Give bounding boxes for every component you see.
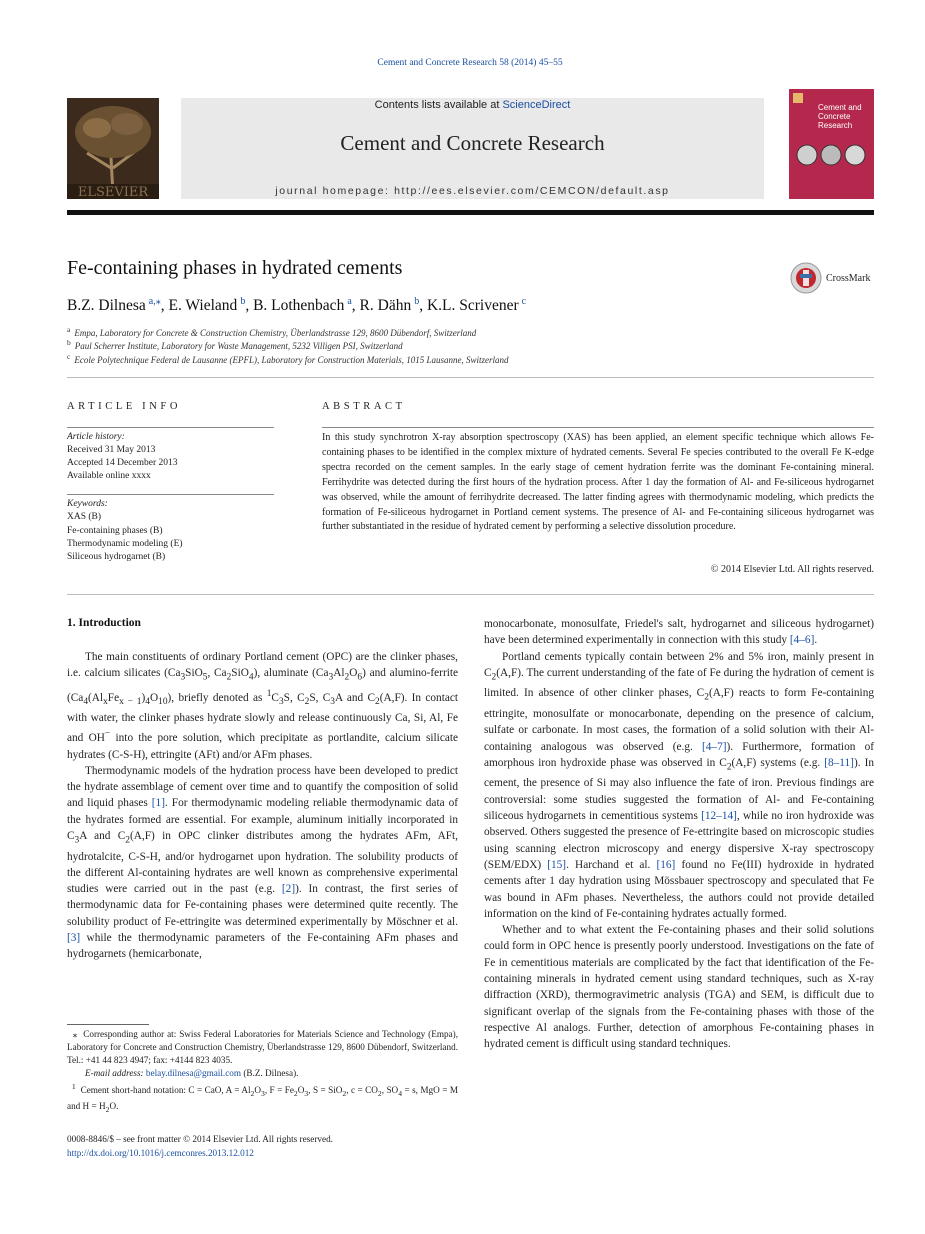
citation-link[interactable]: [8–11]: [824, 756, 854, 769]
received-date: Received 31 May 2013: [67, 445, 156, 455]
crossmark-badge[interactable]: [790, 262, 880, 294]
divider: [67, 427, 274, 428]
citation-link[interactable]: [1]: [151, 797, 165, 810]
author-affiliation-marker[interactable]: a: [347, 296, 352, 307]
journal-name: Cement and Concrete Research: [340, 131, 605, 155]
article-history-label: Article history:: [67, 432, 125, 442]
footnote-notation: $^1$ Cement short-hand notation: C = CaO, $A = Al_2O_3$, $F = Fe_2O_3$, S = SiO$_2$, $c = CO_2$, $SO_4 = s$, MgO = M and $H = H_2O$.: [67, 1082, 459, 1114]
crossmark-icon: [790, 262, 822, 294]
footnote-rule: [67, 1024, 149, 1025]
email-link[interactable]: belay.dilnesa@gmail.com: [145, 1068, 242, 1078]
citation-link[interactable]: [15]: [547, 858, 567, 871]
elsevier-logo: [67, 98, 159, 199]
section-heading-introduction: 1. Introduction: [67, 617, 141, 629]
journal-homepage-link[interactable]: journal homepage: http://ees.elsevier.com/CEMCON/default.asp: [275, 185, 670, 197]
paragraph: monocarbonate, monosulfate, Friedel's salt, hydrogarnet and siliceous hydrogarnet) have been determined experimentally in connection with this study [4–6].: [484, 618, 874, 647]
paragraph: Whether and to what extent the Fe-containing phases and their solid solutions could form in OPC hence is presently poorly understood. Investigations on the fate of Fe in cementitious materials are complicated by the fact that identification of the Fe-containing minerals in hydrated cement using standard techniques, such as X-ray diffraction (XRD), thermogravimetric analysis (TGA) and SEM, is difficult due to significant overlap of the signals from the Fe-containing phases with those of the respective Al analogs. Further, detection of amorphous Fe-containing phases in hydrated cement is difficult using standard techniques.: [484, 924, 874, 1051]
author-list: [67, 296, 526, 315]
author-affiliation-marker[interactable]: b: [240, 296, 246, 307]
elsevier-wordmark: ELSEVIER: [77, 185, 149, 199]
crossmark-label: CrossMark: [826, 273, 871, 284]
author-affiliation-marker[interactable]: c: [521, 296, 527, 307]
abstract-text: In this study synchrotron X-ray absorption spectroscopy (XAS) has been applied, an element specific technique which allows Fe-containing phases to be identified in the complex mixture of hydrated cements. Several Fe species contributed to the overall Fe K-edge spectra recorded on the cement samples. In the early stage of cement hydration ferrite was the dominant Fe-containing mineral. Ferrihydrite was detected during the first hours of the hydration process. After 1 day the formation of Al- and Fe-siliceous hydrogarnet was observed, while the amount of ferrihydrite decreased. The latter finding agrees with thermodynamic modeling, which predicts the formation of Fe-siliceous hydrogarnet in Portland cement systems. The presence of Al- and Fe-containing siliceous hydrogarnet was further substantiated in the residue of hydrated cement by performing a selective dissolution procedure.: [322, 432, 874, 533]
paragraph: Portland cements typically contain between 2% and 5% iron, mainly present in $C_2(A,F)$. The current understanding of the fate of Fe during the hydration of cement is limited. In absence of other clinker phases, $C_2(A,F)$ reacts to form Fe-containing ettringite, monosulfate or monocarbonate, depending on the presence of calcium, sulfate or carbonate. In most cases, the formation of a solid solution with their Al-containing analogous was observed (e.g. [4–7]). Furthermore, formation of amorphous iron hydroxide phase was observed in $C_2(A,F)$ systems (e.g. [8–11]). In cement, the presence of Si may also influence the fate of iron. Previous findings are controversial: some studies suggested the formation of Al- and Fe-containing siliceous hydrogarnets in cementitious systems [12–14], while no iron hydroxide was observed. Others suggested the presence of Fe-ettringite based on microscopic studies using scanning electron microscopy and energy dispersive X-ray spectroscopy (SEM/EDX) [15]. Harchand et al. [16] found no Fe(III) hydroxide in hydrated cements after 1 day hydration using Mössbauer spectroscopy and speculated that Fe was bound in AFm phases. Nevertheless, the authors could not provide detailed information on the kind of Fe-containing hydrates actually formed.: [484, 650, 874, 920]
abstract-copyright: © 2014 Elsevier Ltd. All rights reserved.: [710, 564, 874, 575]
author-name: B. Lothenbach: [253, 297, 345, 315]
contents-line: [181, 99, 764, 111]
available-online-date: Available online xxxx: [67, 471, 151, 481]
sciencedirect-link[interactable]: ScienceDirect: [502, 99, 571, 111]
footnotes: [67, 1028, 458, 1116]
divider: [67, 494, 274, 495]
footnote-email: E-mail address: belay.dilnesa@gmail.com (B.Z. Dilnesa).: [85, 1068, 299, 1078]
author-name: B.Z. Dilnesa: [67, 297, 146, 315]
body-column-right: [484, 616, 874, 1052]
author-separator: ,: [351, 297, 360, 315]
journal-cover-thumbnail: [789, 89, 874, 199]
divider: [322, 427, 874, 428]
divider: [67, 377, 874, 378]
author-separator: ,: [160, 297, 169, 315]
keyword: Siliceous hydrogarnet (B): [67, 552, 166, 562]
paragraph: The main constituents of ordinary Portland cement (OPC) are the clinker phases, i.e. calcium silicates ($Ca_3SiO_5$, $Ca_2SiO_4$), aluminate $(Ca_3Al_2O_6)$ and alumino-ferrite $(Ca_4(Al_xFe_{x - 1})_4O_{10})$, briefly denoted as $^1C_3S$, $C_2S$, $C_3A$ and $C_2(A,F)$. In contact with water, the clinker phases hydrate slowly and release continuously Ca, Si, Al, Fe and OH− into the pore solution, which precipitate as portlandite, calcium silicate hydrates (C-S-H), ettringite (AFt) and/or AFm phases.: [67, 651, 459, 761]
author-affiliation-marker[interactable]: b: [414, 296, 420, 307]
author-name: R. Dähn: [359, 297, 412, 315]
keyword: Fe-containing phases (B): [67, 526, 163, 536]
keyword: XAS (B): [67, 512, 102, 522]
affiliation-c: $^c$ Ecole Polytechnique Federal de Lausanne (EPFL), Laboratory for Construction Materials, 1015 Lausanne, Switzerland: [67, 352, 509, 365]
author-separator: ,: [245, 297, 254, 315]
footnote-corresponding: ⁎ Corresponding author at: Swiss Federal Laboratories for Materials Science and Technology (Empa), Laboratory for Concrete and Construction Chemistry, Überlandstrasse 129, 8600 Dübendorf, Switzerland. Tel.: +41 44 823 4947; fax: +4144 823 4035.: [67, 1029, 459, 1065]
author-affiliation-marker[interactable]: a,⁎: [148, 296, 161, 307]
cover-title: Cement and Concrete Research: [818, 103, 862, 130]
author-separator: ,: [419, 297, 427, 315]
article-title: Fe-containing phases in hydrated cements: [67, 257, 403, 279]
citation-link[interactable]: [16]: [656, 858, 676, 871]
citation-link[interactable]: [12–14]: [701, 810, 737, 823]
header-rule: [67, 210, 874, 215]
author-name: E. Wieland: [168, 297, 238, 315]
article-info-heading: ARTICLE INFO: [67, 401, 182, 412]
journal-citation[interactable]: Cement and Concrete Research 58 (2014) 45–55: [377, 58, 563, 68]
issn-line: 0008-8846/$ – see front matter © 2014 Elsevier Ltd. All rights reserved.: [67, 1134, 333, 1144]
front-matter: [67, 1133, 333, 1160]
body-column-left: [67, 649, 458, 963]
divider: [67, 594, 874, 595]
citation-link[interactable]: [3]: [67, 932, 81, 945]
contents-prefix: Contents lists available at: [374, 99, 503, 111]
author-name: K.L. Scrivener: [426, 297, 519, 315]
citation-link[interactable]: [2]: [281, 883, 296, 896]
affiliation-b: $^b$ Paul Scherrer Institute, Laboratory for Waste Management, 5232 Villigen PSI, Switzerland: [67, 338, 403, 351]
citation-link[interactable]: [4–7]: [702, 740, 727, 753]
affiliation-a: $^a$ Empa, Laboratory for Concrete & Construction Chemistry, Überlandstrasse 129, 8600 Dübendorf, Switzerland: [67, 325, 477, 338]
keyword: Thermodynamic modeling (E): [67, 539, 183, 549]
paragraph: Thermodynamic models of the hydration process have been developed to predict the hydrate assemblage of cement over time and to quantify the composition of solid and liquid phases [1]. For thermodynamic modeling reliable thermodynamic data of the hydrates formed are essential. For example, aluminum initially incorporated in $C_3A$ and $C_2(A,F)$ in OPC clinker distributes among the hydrates AFm, AFt, hydrotalcite, C-S-H, and/or hydrogarnet upon hydration. The solubility products of the different Al-containing hydrates are well known as comprehensive experimental studies were carried out in the past (e.g. [2]). In contrast, the first series of thermodynamic data for Fe-containing phases were determined quite recently. The solubility product of Fe-ettringite was determined experimentally by Möschner et al. [3] while the thermodynamic parameters of the Fe-containing AFm phases and hydrogarnets (hemicarbonate,: [67, 764, 458, 961]
doi-link[interactable]: http://dx.doi.org/10.1016/j.cemconres.2013.12.012: [67, 1147, 254, 1158]
abstract-heading: ABSTRACT: [322, 401, 406, 412]
accepted-date: Accepted 14 December 2013: [67, 458, 178, 468]
keywords-label: Keywords:: [67, 499, 108, 509]
citation-link[interactable]: [4–6]: [789, 634, 815, 647]
